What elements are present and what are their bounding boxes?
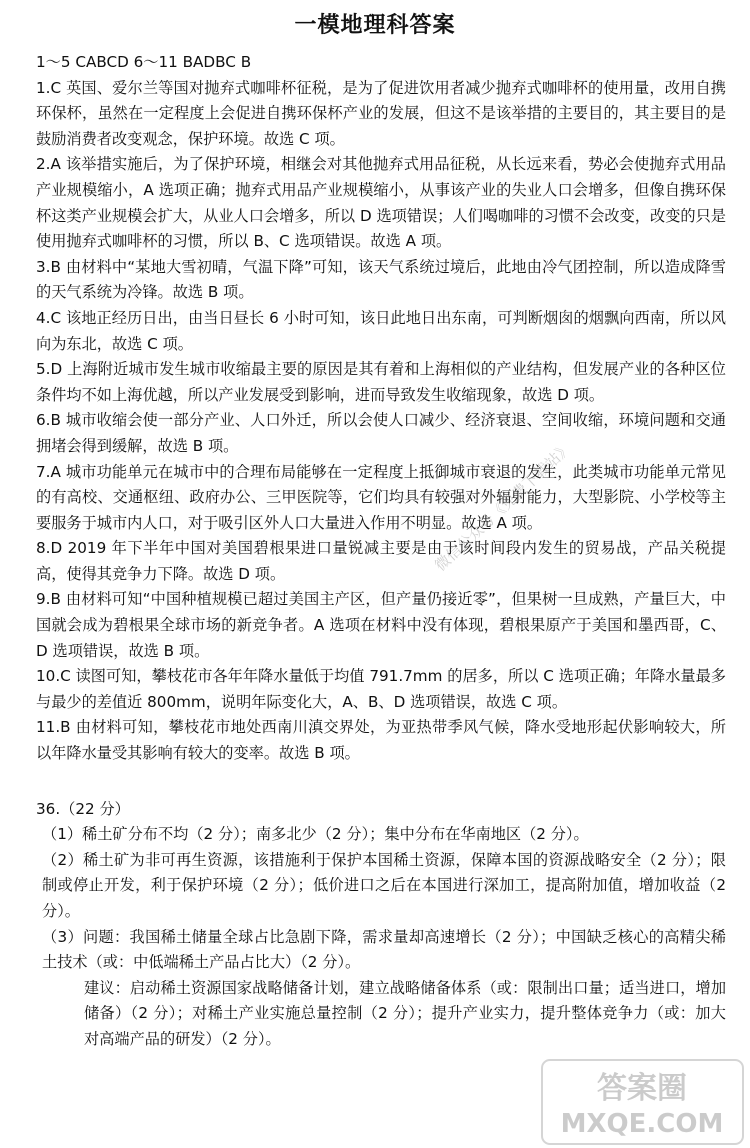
answer-7: 7.A 城市功能单元在城市中的合理布局能够在一定程度上抵御城市衰退的发生，此类城市功能单元常见的有高校、交通枢纽、政府办公、三甲医院等，它们均具有较强对外辐射能力，大型影院、小学校等主要服务于城市内人口，对于吸引区外人口大量进入作用不明显。故选 A 项。: [36, 462, 726, 532]
svg-text:MXQE.COM: MXQE.COM: [560, 1109, 724, 1139]
answer-5: 5.D 上海附近城市发生城市收缩最主要的原因是其有着和上海相似的产业结构，但发展产业的各种区位条件均不如上海优越，所以产业发展受到影响，进而导致发生收缩现象，故选 D 项。: [36, 360, 726, 404]
answer-1: 1.C 英国、爱尔兰等国对抛弃式咖啡杯征税，是为了促进饮用者减少抛弃式咖啡杯的使用量，改用自携环保杯，虽然在一定程度上会促进自携环保杯产业的发展，但这不是该举措的主要目的，其主要目的是鼓励消费者改变观念，保护环境。故选 C 项。: [36, 78, 726, 148]
q36-part-3: （3）问题：我国稀土储量全球占比急剧下降，需求量却高速增长（2 分）；中国缺乏核心的高精尖稀土技术（或：中低端稀土产品占比大）（2 分）。: [42, 927, 726, 972]
answer-6: 6.B 城市收缩会使一部分产业、人口外迁，所以会使人口减少、经济衰退、空间收缩，环境问题和交通拥堵会得到缓解，故选 B 项。: [36, 411, 726, 455]
answer-9: 9.B 由材料可知“中国种植规模已超过美国主产区，但产量仍接近零”，但果树一旦成熟，产量巨大，中国就会成为碧根果全球市场的新竞争者。A 选项在材料中没有体现，碧根果原产于美国和墨西哥，C、D 选项错误，故选 B 项。: [36, 590, 726, 660]
answer-3: 3.B 由材料中“某地大雪初晴，气温下降”可知，该天气系统过境后，此地由冷气团控制，所以造成降雪的天气系统为冷锋。故选 B 项。: [36, 257, 726, 302]
answer-8: 8.D 2019 年下半年中国对美国碧根果进口量锐减主要是由于该时间段内发生的贸易战，产品关税提高，使得其竞争力下降。故选 D 项。: [36, 539, 726, 583]
q36-suggestion: 建议：启动稀土资源国家战略储备计划，建立战略储备体系（或：限制出口量；适当进口，增加储备）（2 分）；对稀土产业实施总量控制（2 分）；提升产业实力，提升整体竞争力（或：加大对高端产品的研发）（2 分）。: [84, 978, 726, 1048]
site-logo-watermark: [540, 1058, 745, 1146]
answer-body: [36, 50, 726, 1053]
answer-4: 4.C 该地正经历日出，由当日昼长 6 小时可知，该日此地日出东南，可判断烟囱的烟飘向西南，所以风向为东北，故选 C 项。: [36, 308, 726, 353]
section-gap: [36, 767, 726, 797]
svg-text:答案圈: 答案圈: [597, 1071, 687, 1106]
q36-part-1: （1）稀土矿分布不均（2 分）；南多北少（2 分）；集中分布在华南地区（2 分）。: [42, 825, 589, 844]
answer-2: 2.A 该举措实施后，为了保护环境，相继会对其他抛弃式用品征税，从长远来看，势必会使抛弃式用品产业规模缩小，A 选项正确；抛弃式用品产业规模缩小，从事该产业的失业人口会增多，但像自携环保杯这类产业规模会扩大，从业人口会增多，所以 D 选项错误；人们喝咖啡的习惯不会改变，改变的只是使用抛弃式咖啡杯的习惯，所以 B、C 选项错误。故选 A 项。: [36, 155, 726, 251]
choice-answer-key: 1～5 CABCD 6～11 BADBC B: [36, 53, 252, 71]
q36-heading: 36.（22 分）: [36, 799, 130, 818]
answer-11: 11.B 由材料可知，攀枝花市地处西南川滇交界处，为亚热带季风气候，降水受地形起伏影响较大，所以年降水量受其影响有较大的变率。故选 B 项。: [36, 718, 726, 763]
q36-part-2: （2）稀土矿为非可再生资源，该措施利于保护本国稀土资源，保障本国的资源战略安全（2 分）；限制或停止开发，利于保护环境（2 分）；低价进口之后在本国进行深加工，提高附加值，增加收益（2 分）。: [42, 850, 726, 920]
diagonal-watermark: 微信公众号《免费下载站》: [431, 438, 576, 575]
page-title: 一模地理科答案: [294, 13, 456, 38]
answer-10: 10.C 读图可知，攀枝花市各年年降水量低于均值 791.7mm 的居多，所以 C 选项正确；年降水量最多与最少的差值近 800mm，说明年际变化大，A、B、D 选项错误，故选 C 项。: [36, 667, 726, 711]
